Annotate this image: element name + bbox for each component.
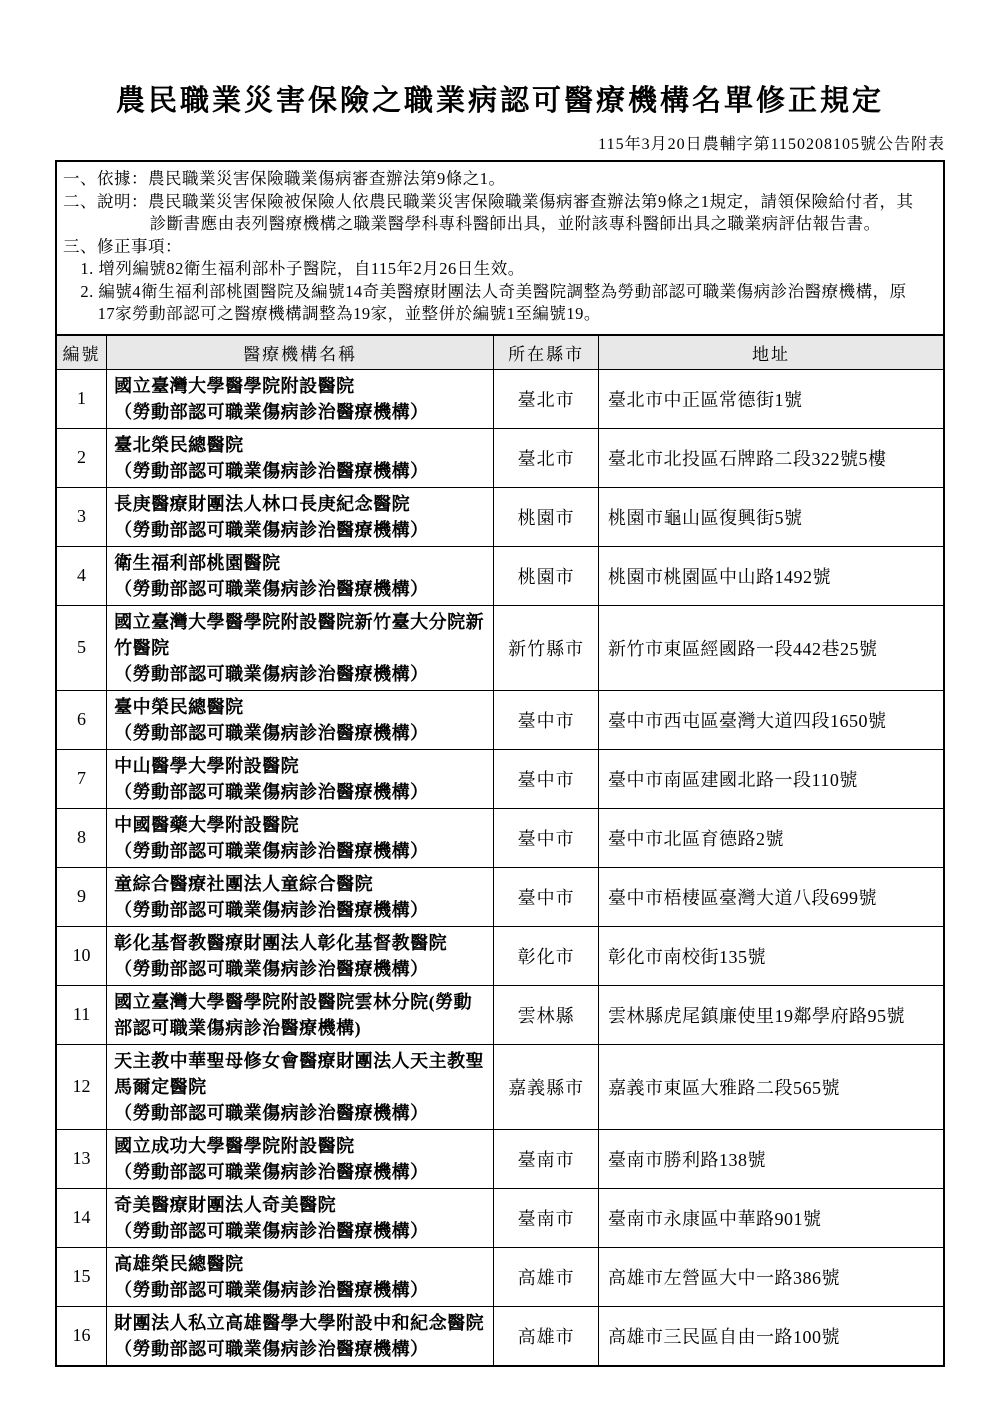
institutions-table — [55, 334, 945, 1367]
institution-name: 天主教中華聖母修女會醫療財團法人天主教聖馬爾定醫院 — [114, 1050, 485, 1097]
table-header-row — [56, 335, 944, 370]
table-body — [56, 369, 944, 1366]
city-cell: 雲林縣 — [494, 985, 599, 1044]
institution-name-cell — [107, 926, 494, 985]
institution-name-cell — [107, 487, 494, 546]
institution-designation: （勞動部認可職業傷病診治醫療機構） — [114, 1220, 429, 1241]
row-number-cell: 14 — [56, 1188, 107, 1247]
preamble-line: 1. 增列編號82衛生福利部朴子醫院，自115年2月26日生效。 — [80, 259, 525, 278]
institution-name: 衛生福利部桃園醫院 — [114, 552, 281, 573]
institution-designation: （勞動部認可職業傷病診治醫療機構） — [114, 1102, 429, 1123]
institution-name-cell — [107, 1129, 494, 1188]
row-number-cell: 8 — [56, 808, 107, 867]
institution-name-cell — [107, 867, 494, 926]
address-cell: 臺中市南區建國北路一段110號 — [599, 749, 944, 808]
institution-designation: （勞動部認可職業傷病診治醫療機構） — [114, 958, 429, 979]
address-cell: 臺中市北區育德路2號 — [599, 808, 944, 867]
institution-name: 長庚醫療財團法人林口長庚紀念醫院 — [114, 493, 411, 514]
institution-designation: （勞動部認可職業傷病診治醫療機構） — [114, 519, 429, 540]
row-number-cell: 13 — [56, 1129, 107, 1188]
announcement-reference: 115年3月20日農輔字第1150208105號公告附表 — [598, 136, 945, 153]
page-title: 農民職業災害保險之職業病認可醫療機構名單修正規定 — [115, 85, 884, 117]
address-cell: 臺中市梧棲區臺灣大道八段699號 — [599, 867, 944, 926]
column-header: 地址 — [599, 335, 944, 370]
table-row — [56, 808, 944, 867]
institution-name-cell — [107, 546, 494, 605]
row-number-cell: 3 — [56, 487, 107, 546]
row-number-cell: 5 — [56, 605, 107, 690]
address-cell: 桃園市龜山區復興街5號 — [599, 487, 944, 546]
table-row — [56, 749, 944, 808]
institution-designation: （勞動部認可職業傷病診治醫療機構） — [114, 1279, 429, 1300]
address-cell: 新竹市東區經國路一段442巷25號 — [599, 605, 944, 690]
row-number-cell: 10 — [56, 926, 107, 985]
preamble-line: 三、修正事項： — [63, 236, 182, 256]
address-cell: 臺南市永康區中華路901號 — [599, 1188, 944, 1247]
institution-designation: （勞動部認可職業傷病診治醫療機構） — [114, 899, 429, 920]
city-cell: 桃園市 — [494, 487, 599, 546]
city-cell: 臺北市 — [494, 428, 599, 487]
city-cell: 彰化市 — [494, 926, 599, 985]
city-cell: 臺中市 — [494, 690, 599, 749]
table-row — [56, 369, 944, 428]
table-row — [56, 985, 944, 1044]
institution-designation: （勞動部認可職業傷病診治醫療機構） — [114, 840, 429, 861]
institution-name-cell — [107, 605, 494, 690]
column-header: 醫療機構名稱 — [107, 335, 494, 370]
institution-name: 童綜合醫療社團法人童綜合醫院 — [114, 873, 374, 894]
institution-name-cell — [107, 690, 494, 749]
address-cell: 高雄市三民區自由一路100號 — [599, 1306, 944, 1366]
institution-name-cell — [107, 369, 494, 428]
city-cell: 臺北市 — [494, 369, 599, 428]
column-header: 所在縣市 — [494, 335, 599, 370]
institution-name: 國立成功大學醫學院附設醫院 — [114, 1135, 355, 1156]
address-cell: 臺北市中正區常德街1號 — [599, 369, 944, 428]
preamble-line: 二、說明：農民職業災害保險被保險人依農民職業災害保險職業傷病審查辦法第9條之1規定，請領保險給付者，其 — [63, 191, 914, 211]
table-row — [56, 546, 944, 605]
institution-designation: （勞動部認可職業傷病診治醫療機構） — [114, 781, 429, 802]
document-page — [55, 0, 945, 1367]
city-cell: 臺南市 — [494, 1129, 599, 1188]
row-number-cell: 2 — [56, 428, 107, 487]
row-number-cell: 16 — [56, 1306, 107, 1366]
institution-designation: （勞動部認可職業傷病診治醫療機構） — [114, 1161, 429, 1182]
institution-name: 高雄榮民總醫院 — [114, 1253, 244, 1274]
city-cell: 臺中市 — [494, 867, 599, 926]
table-row — [56, 690, 944, 749]
institution-name-cell — [107, 749, 494, 808]
preamble-line: 診斷書應由表列醫療機構之職業醫學科專科醫師出具，並附該專科醫師出具之職業病評估報告書。 — [149, 214, 881, 233]
address-cell: 桃園市桃園區中山路1492號 — [599, 546, 944, 605]
address-cell: 高雄市左營區大中一路386號 — [599, 1247, 944, 1306]
institution-name-cell — [107, 1306, 494, 1366]
row-number-cell: 15 — [56, 1247, 107, 1306]
institution-name-cell — [107, 808, 494, 867]
table-row — [56, 867, 944, 926]
institution-name-cell — [107, 1188, 494, 1247]
institution-designation: （勞動部認可職業傷病診治醫療機構） — [114, 401, 429, 422]
city-cell: 高雄市 — [494, 1247, 599, 1306]
row-number-cell: 11 — [56, 985, 107, 1044]
address-cell: 嘉義市東區大雅路二段565號 — [599, 1044, 944, 1129]
institution-name: 國立臺灣大學醫學院附設醫院雲林分院(勞動部認可職業傷病診治醫療機構) — [114, 991, 473, 1038]
address-cell: 臺中市西屯區臺灣大道四段1650號 — [599, 690, 944, 749]
institution-designation: （勞動部認可職業傷病診治醫療機構） — [114, 578, 429, 599]
preamble-line: 一、依據：農民職業災害保險職業傷病審查辦法第9條之1。 — [63, 169, 506, 188]
institution-designation: （勞動部認可職業傷病診治醫療機構） — [114, 663, 429, 684]
row-number-cell: 9 — [56, 867, 107, 926]
row-number-cell: 6 — [56, 690, 107, 749]
table-row — [56, 926, 944, 985]
city-cell: 嘉義縣市 — [494, 1044, 599, 1129]
institution-name: 財團法人私立高雄醫學大學附設中和紀念醫院 — [114, 1312, 485, 1333]
institution-name-cell — [107, 1247, 494, 1306]
row-number-cell: 4 — [56, 546, 107, 605]
institution-name-cell — [107, 1044, 494, 1129]
table-row — [56, 1044, 944, 1129]
table-row — [56, 1247, 944, 1306]
row-number-cell: 12 — [56, 1044, 107, 1129]
preamble-line: 17家勞動部認可之醫療機構調整為19家，並整併於編號1至編號19。 — [97, 304, 601, 323]
address-cell: 臺北市北投區石牌路二段322號5樓 — [599, 428, 944, 487]
column-header: 編號 — [56, 335, 107, 370]
institution-name: 臺北榮民總醫院 — [114, 434, 244, 455]
city-cell: 桃園市 — [494, 546, 599, 605]
city-cell: 臺中市 — [494, 749, 599, 808]
city-cell: 臺南市 — [494, 1188, 599, 1247]
institution-name: 臺中榮民總醫院 — [114, 696, 244, 717]
city-cell: 新竹縣市 — [494, 605, 599, 690]
address-cell: 雲林縣虎尾鎮廉使里19鄰學府路95號 — [599, 985, 944, 1044]
institution-name: 彰化基督教醫療財團法人彰化基督教醫院 — [114, 932, 448, 953]
institution-designation: （勞動部認可職業傷病診治醫療機構） — [114, 1338, 429, 1359]
institution-name: 中山醫學大學附設醫院 — [114, 755, 300, 776]
institution-name: 國立臺灣大學醫學院附設醫院新竹臺大分院新竹醫院 — [114, 611, 485, 658]
institution-designation: （勞動部認可職業傷病診治醫療機構） — [114, 460, 429, 481]
institution-name: 中國醫藥大學附設醫院 — [114, 814, 300, 835]
city-cell: 臺中市 — [494, 808, 599, 867]
table-row — [56, 487, 944, 546]
address-cell: 臺南市勝利路138號 — [599, 1129, 944, 1188]
address-cell: 彰化市南校街135號 — [599, 926, 944, 985]
institution-name-cell — [107, 985, 494, 1044]
preamble — [55, 160, 945, 336]
table-row — [56, 1129, 944, 1188]
row-number-cell: 1 — [56, 369, 107, 428]
institution-designation: （勞動部認可職業傷病診治醫療機構） — [114, 722, 429, 743]
institution-name: 奇美醫療財團法人奇美醫院 — [114, 1194, 337, 1215]
table-row — [56, 428, 944, 487]
row-number-cell: 7 — [56, 749, 107, 808]
city-cell: 高雄市 — [494, 1306, 599, 1366]
table-row — [56, 1188, 944, 1247]
institution-name-cell — [107, 428, 494, 487]
preamble-line: 2. 編號4衛生福利部桃園醫院及編號14奇美醫療財團法人奇美醫院調整為勞動部認可職業傷病診治醫療機構，原 — [80, 281, 907, 301]
table-row — [56, 1306, 944, 1366]
institution-name: 國立臺灣大學醫學院附設醫院 — [114, 375, 355, 396]
table-row — [56, 605, 944, 690]
